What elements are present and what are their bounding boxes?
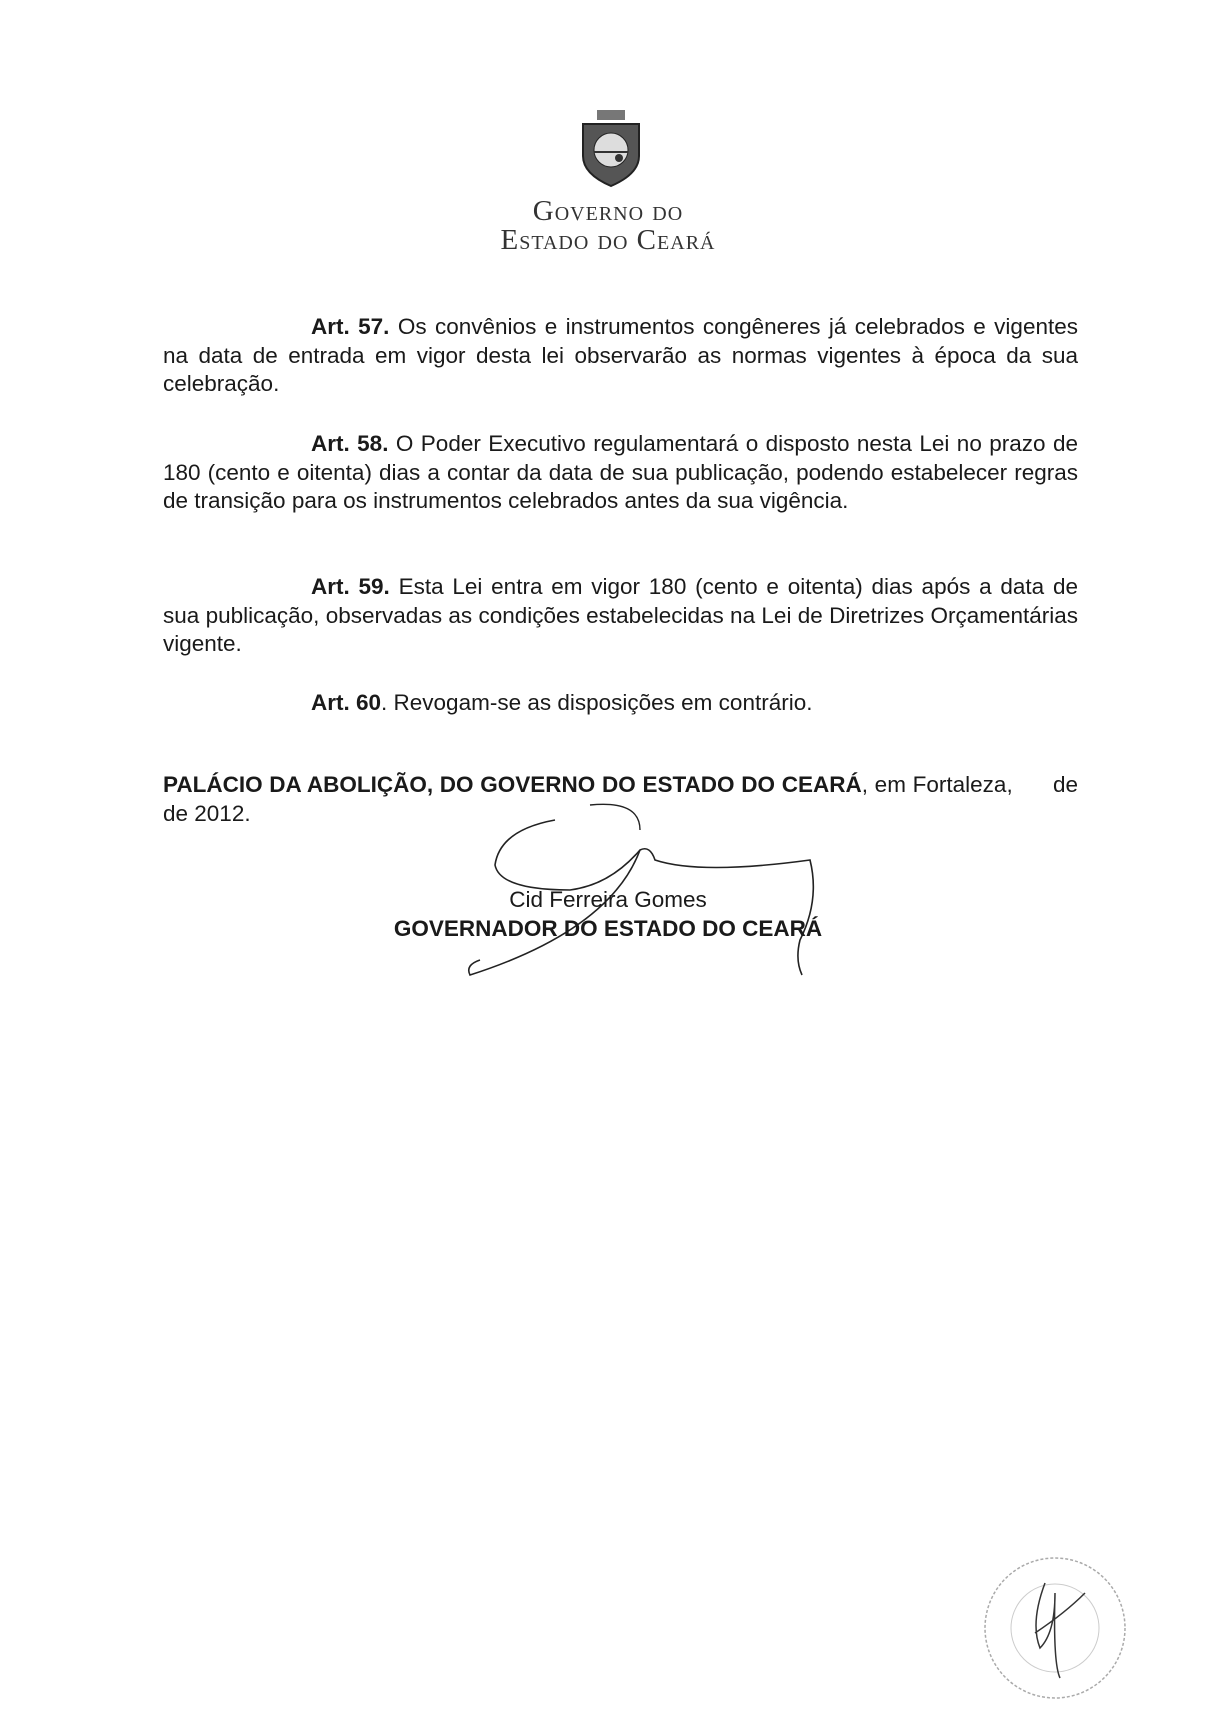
- article-label: Art. 60: [311, 690, 382, 715]
- article-text: Esta Lei entra em vigor 180 (cento e oitenta) dias após a data de sua publicação, observadas as condições estabelecidas na Lei de Diretrizes Orçamentárias vigente.: [163, 574, 1078, 656]
- article-58: [163, 430, 1078, 516]
- article-text: . Revogam-se as disposições em contrário.: [381, 690, 813, 715]
- article-text: O Poder Executivo regulamentará o disposto nesta Lei no prazo de 180 (cento e oitenta) dias a contar da data de sua publicação, podendo estabelecer regras de transição para os instrumentos celebrados antes da sua vigência.: [163, 431, 1078, 513]
- article-label: Art. 57.: [311, 314, 390, 339]
- header-line-1: Governo do: [532, 195, 684, 227]
- pge-stamp: [975, 1553, 1135, 1703]
- article-text: Os convênios e instrumentos congêneres já celebrados e vigentes na data de entrada em vigor desta lei observarão as normas vigentes à época da sua celebração.: [163, 314, 1078, 396]
- article-label: Art. 58.: [311, 431, 389, 456]
- article-60: [163, 689, 1078, 718]
- closing-date: , em Fortaleza, de de 2012.: [163, 772, 1204, 826]
- article-57: [163, 313, 1078, 399]
- header-line-2: Estado do Ceará: [500, 224, 716, 256]
- article-label: Art. 59.: [311, 574, 390, 599]
- closing-place: PALÁCIO DA ABOLIÇÃO, DO GOVERNO DO ESTADO DO CEARÁ: [163, 772, 862, 797]
- signatory-name: Cid Ferreira Gomes: [509, 887, 707, 912]
- signatory-title: GOVERNADOR DO ESTADO DO CEARÁ: [393, 916, 823, 941]
- coat-of-arms-logo: [575, 108, 647, 188]
- article-59: [163, 573, 1078, 659]
